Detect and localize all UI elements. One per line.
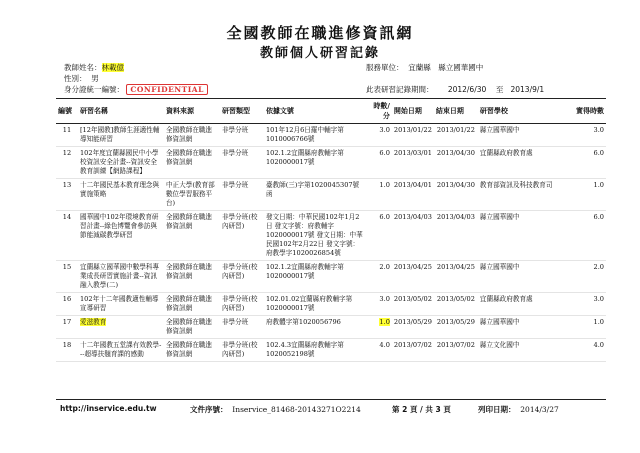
cell-no xyxy=(56,316,78,339)
cell-actual xyxy=(566,261,606,293)
period-start: 2012/6/30 xyxy=(447,85,487,94)
school-text: 教育部資訊及科技教育司 xyxy=(479,181,553,189)
name-text: 愛滋教育 xyxy=(79,318,107,326)
header-hours: 時數/分 xyxy=(366,99,392,124)
hours-text: 6.0 xyxy=(379,213,390,221)
cell-doc xyxy=(264,179,366,211)
cell-school xyxy=(478,293,566,316)
confidential-stamp: CONFIDENTIAL xyxy=(126,84,207,95)
cell-source xyxy=(164,179,220,211)
cell-start xyxy=(392,339,434,362)
cell-school xyxy=(478,179,566,211)
cell-start xyxy=(392,147,434,179)
hours-text: 1.0 xyxy=(379,318,390,326)
source-text: 全國教師在職進修資訊網 xyxy=(165,318,213,335)
cell-end xyxy=(434,316,478,339)
cell-source xyxy=(164,261,220,293)
header-actual: 實得時數 xyxy=(566,99,606,124)
cell-doc xyxy=(264,124,366,147)
header-name: 研習名稱 xyxy=(78,99,164,124)
table-row xyxy=(56,261,606,293)
cell-name xyxy=(78,179,164,211)
no-text: 17 xyxy=(62,318,72,326)
end-text: 2013/04/30 xyxy=(436,181,475,189)
cell-school xyxy=(478,339,566,362)
no-text: 16 xyxy=(62,295,72,303)
header-source: 資料來源 xyxy=(164,99,220,124)
header-type: 研習類型 xyxy=(220,99,264,124)
teacher-name: 林載億 xyxy=(101,63,124,72)
source-text: 全國教師在職進修資訊網 xyxy=(165,295,213,312)
cell-no xyxy=(56,211,78,261)
doc-text: 102.1.2宜蘭縣府教輔字第1020000017號 xyxy=(265,263,344,280)
doc-text: 府教體字第1020056796 xyxy=(265,318,341,326)
cell-name xyxy=(78,124,164,147)
cell-name xyxy=(78,147,164,179)
cell-name xyxy=(78,316,164,339)
cell-no xyxy=(56,261,78,293)
period-row xyxy=(366,84,544,95)
cell-actual xyxy=(566,179,606,211)
cell-type xyxy=(220,124,264,147)
teacher-label: 教師姓名： xyxy=(64,63,102,72)
type-text: 非學分班 xyxy=(221,126,249,134)
start-text: 2013/05/02 xyxy=(393,295,432,303)
start-text: 2013/04/03 xyxy=(393,213,432,221)
school-text: 宜蘭縣政府教育處 xyxy=(479,149,533,157)
type-text: 非學分班 xyxy=(221,149,249,157)
header-start: 開始日期 xyxy=(392,99,434,124)
footer-print xyxy=(478,404,559,415)
start-text: 2013/04/01 xyxy=(393,181,432,189)
end-text: 2013/04/30 xyxy=(436,149,475,157)
gender-label: 性別： xyxy=(64,74,87,83)
header-no: 編號 xyxy=(56,99,78,124)
school-text: 縣立國華國中 xyxy=(479,213,520,221)
cell-end xyxy=(434,124,478,147)
header-doc: 依據文號 xyxy=(264,99,366,124)
page-subtitle: 教師個人研習記錄 xyxy=(259,46,380,61)
cell-type xyxy=(220,293,264,316)
cell-school xyxy=(478,261,566,293)
footer-url: http://inservice.edu.tw xyxy=(60,404,157,413)
service-row xyxy=(366,62,483,73)
teacher-name-row xyxy=(64,62,124,73)
cell-source xyxy=(164,293,220,316)
type-text: 非學分班(校內研習) xyxy=(221,263,258,280)
cell-actual xyxy=(566,339,606,362)
cell-end xyxy=(434,293,478,316)
cell-actual xyxy=(566,293,606,316)
period-end: 2013/9/1 xyxy=(510,85,545,94)
cell-doc xyxy=(264,261,366,293)
type-text: 非學分班(校內研習) xyxy=(221,341,258,358)
end-text: 2013/01/22 xyxy=(436,126,475,134)
service-label: 服務單位： xyxy=(366,63,404,72)
cell-doc xyxy=(264,339,366,362)
end-text: 2013/04/03 xyxy=(436,213,475,221)
source-text: 全國教師在職進修資訊網 xyxy=(165,263,213,280)
source-text: 全國教師在職進修資訊網 xyxy=(165,126,213,143)
school-text: 縣立國華國中 xyxy=(479,263,520,271)
id-row xyxy=(64,84,208,95)
doc-text: 102.01.02宜蘭縣府教輔字第1020000017號 xyxy=(265,295,353,312)
cell-end xyxy=(434,261,478,293)
print-date: 2014/3/27 xyxy=(520,405,559,414)
doc-text: 臺教師(三)字第1020045307號函 xyxy=(265,181,360,198)
actual-text: 4.0 xyxy=(593,341,604,349)
cell-end xyxy=(434,339,478,362)
cell-hours xyxy=(366,124,392,147)
start-text: 2013/03/01 xyxy=(393,149,432,157)
cell-name xyxy=(78,261,164,293)
cell-start xyxy=(392,211,434,261)
cell-start xyxy=(392,179,434,211)
actual-text: 3.0 xyxy=(593,126,604,134)
cell-hours xyxy=(366,211,392,261)
end-text: 2013/04/25 xyxy=(436,263,475,271)
cell-no xyxy=(56,179,78,211)
actual-text: 6.0 xyxy=(593,149,604,157)
no-text: 18 xyxy=(62,341,72,349)
cell-end xyxy=(434,179,478,211)
table-row xyxy=(56,293,606,316)
cell-type xyxy=(220,211,264,261)
cell-hours xyxy=(366,147,392,179)
table-row xyxy=(56,211,606,261)
cell-doc xyxy=(264,293,366,316)
hours-text: 3.0 xyxy=(379,295,390,303)
cell-no xyxy=(56,339,78,362)
table-row xyxy=(56,316,606,339)
cell-school xyxy=(478,147,566,179)
id-label: 身分證統一編號： xyxy=(64,85,124,94)
cell-end xyxy=(434,147,478,179)
cell-type xyxy=(220,147,264,179)
cell-start xyxy=(392,124,434,147)
print-label: 列印日期： xyxy=(478,405,516,414)
name-text: 國華國中102年環境教育研習計畫--綠色博覽會參訪與節能減碳教學研習 xyxy=(79,213,159,239)
header-school: 研習學校 xyxy=(478,99,566,124)
cell-hours xyxy=(366,179,392,211)
no-text: 11 xyxy=(62,126,72,134)
actual-text: 3.0 xyxy=(593,295,604,303)
source-text: 全國教師在職進修資訊網 xyxy=(165,213,213,230)
doc-text: 102.1.2宜蘭縣府教輔字第1020000017號 xyxy=(265,149,344,166)
table-row xyxy=(56,124,606,147)
cell-source xyxy=(164,339,220,362)
table-header-row xyxy=(56,99,606,124)
cell-start xyxy=(392,261,434,293)
name-text: 102年十二年國教適性輔導宣導研習 xyxy=(79,295,159,312)
source-text: 全國教師在職進修資訊網 xyxy=(165,341,213,358)
cell-doc xyxy=(264,147,366,179)
type-text: 非學分班(校內研習) xyxy=(221,213,258,230)
doc-text: 101年12月6日羅中輔字第1010006766號 xyxy=(265,126,344,143)
header-end: 結束日期 xyxy=(434,99,478,124)
no-text: 12 xyxy=(62,149,72,157)
source-text: 中正大學(教育部數位學習服務平台) xyxy=(165,181,215,207)
end-text: 2013/05/29 xyxy=(436,318,475,326)
cell-school xyxy=(478,124,566,147)
start-text: 2013/05/29 xyxy=(393,318,432,326)
cell-hours xyxy=(366,339,392,362)
no-text: 15 xyxy=(62,263,72,271)
no-text: 13 xyxy=(62,181,72,189)
footer-page: 第 2 頁 / 共 3 頁 xyxy=(392,405,451,414)
end-text: 2013/07/02 xyxy=(436,341,475,349)
name-text: 十二年國教五堂課有效教學---超導扶翹育課的感動 xyxy=(79,341,162,358)
period-sep: 至 xyxy=(495,85,504,94)
cell-no xyxy=(56,293,78,316)
name-text: 十二年國民基本教育理念與實施策略 xyxy=(79,181,160,198)
hours-text: 2.0 xyxy=(379,263,390,271)
start-text: 2013/01/22 xyxy=(393,126,432,134)
cell-end xyxy=(434,211,478,261)
actual-text: 1.0 xyxy=(593,318,604,326)
start-text: 2013/07/02 xyxy=(393,341,432,349)
hours-text: 4.0 xyxy=(379,341,390,349)
school-text: 縣立文化國中 xyxy=(479,341,520,349)
cell-name xyxy=(78,211,164,261)
school-text: 縣立國華國中 xyxy=(479,318,520,326)
cell-school xyxy=(478,211,566,261)
training-record-table xyxy=(56,98,606,362)
cell-start xyxy=(392,293,434,316)
period-label: 此表研習記錄期間： xyxy=(366,85,434,94)
type-text: 非學分班 xyxy=(221,318,249,326)
name-text: 宜蘭縣立國華國中數學科專業成長研習實施計畫--資訊融入教學(二) xyxy=(79,263,160,289)
type-text: 非學分班 xyxy=(221,181,249,189)
actual-text: 2.0 xyxy=(593,263,604,271)
cell-hours xyxy=(366,293,392,316)
no-text: 14 xyxy=(62,213,72,221)
footer-docno xyxy=(190,404,361,415)
hours-text: 1.0 xyxy=(379,181,390,189)
name-text: 102年度宜蘭縣國民中小學校資訊安全計畫--資訊安全教育訓練【網路課程】 xyxy=(79,149,159,175)
cell-no xyxy=(56,147,78,179)
cell-source xyxy=(164,124,220,147)
cell-type xyxy=(220,316,264,339)
cell-source xyxy=(164,211,220,261)
cell-hours xyxy=(366,261,392,293)
school-text: 宜蘭縣政府教育處 xyxy=(479,295,533,303)
docno-label: 文件序號： xyxy=(190,405,228,414)
doc-text: 發文日期：中華民國102年1月2日 發文字號：府教輔字1020000017號 發文日期：中華民國102年2月22日 發文字號：府教學字1020026854號 xyxy=(265,213,363,257)
end-text: 2013/05/02 xyxy=(436,295,475,303)
cell-actual xyxy=(566,147,606,179)
gender-value: 男 xyxy=(91,74,99,83)
cell-source xyxy=(164,147,220,179)
doc-text: 102.4.3宜蘭縣府教輔字第1020052198號 xyxy=(265,341,344,358)
cell-school xyxy=(478,316,566,339)
page-title: 全國教師在職進修資訊網 xyxy=(226,24,414,42)
cell-doc xyxy=(264,316,366,339)
cell-type xyxy=(220,261,264,293)
cell-no xyxy=(56,124,78,147)
source-text: 全國教師在職進修資訊網 xyxy=(165,149,213,166)
cell-type xyxy=(220,179,264,211)
cell-start xyxy=(392,316,434,339)
table-row xyxy=(56,179,606,211)
hours-text: 6.0 xyxy=(379,149,390,157)
actual-text: 6.0 xyxy=(593,213,604,221)
service-value: 宜蘭縣 縣立國華國中 xyxy=(408,63,484,72)
cell-actual xyxy=(566,211,606,261)
cell-name xyxy=(78,293,164,316)
table-row xyxy=(56,147,606,179)
cell-actual xyxy=(566,316,606,339)
docno-value: Inservice_81468-20143271O2214 xyxy=(232,405,361,414)
hours-text: 3.0 xyxy=(379,126,390,134)
cell-type xyxy=(220,339,264,362)
cell-hours xyxy=(366,316,392,339)
name-text: [12年國教]教師生涯適性輔導知能研習 xyxy=(79,126,160,143)
gender-row xyxy=(64,73,99,84)
type-text: 非學分班(校內研習) xyxy=(221,295,258,312)
cell-name xyxy=(78,339,164,362)
cell-source xyxy=(164,316,220,339)
start-text: 2013/04/25 xyxy=(393,263,432,271)
school-text: 縣立國華國中 xyxy=(479,126,520,134)
actual-text: 1.0 xyxy=(593,181,604,189)
cell-actual xyxy=(566,124,606,147)
table-row xyxy=(56,339,606,362)
footer-divider xyxy=(56,399,606,400)
cell-doc xyxy=(264,211,366,261)
